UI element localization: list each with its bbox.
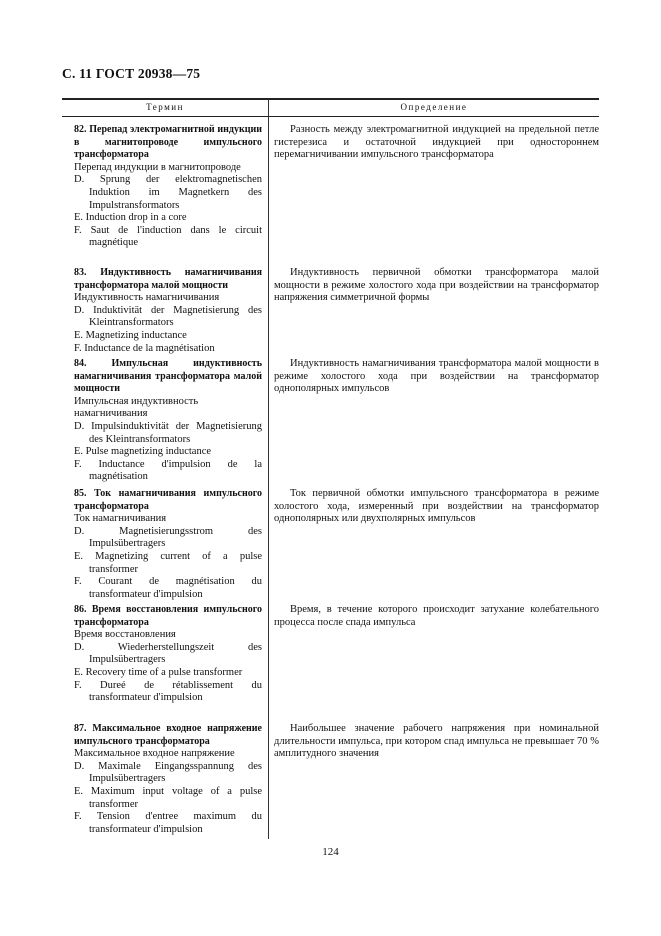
term-title: Максимальное входное напряжение импульсного трансформатора [74,723,262,747]
term-english: E. Maximum input voltage of a pulse transformer [74,785,262,810]
term-german: D. Wiederherstellungszeit des Impulsübertragers [74,641,262,666]
definition-text: Ток первичной обмотки импульсного трансформатора в режиме холостого хода, измеренный при воздействии на трансформатор однополярных или двухполярных импульсов [274,488,599,525]
definition-text: Наибольшее значение рабочего напряжения при номинальной длительности импульса, при котором спад импульса не превышает 70 % амплитудного значения [274,723,599,760]
term-entry [74,723,262,836]
term-title: Индуктивность намагничивания трансформатора малой мощности [74,267,263,291]
column-header-definition: Определение [400,102,468,112]
table-top-rule [62,98,599,100]
term-number: 82. [74,124,87,135]
term-number: 85. [74,488,87,499]
term-number: 86. [74,604,87,615]
term-french: F. Inductance d'impulsion de la magnétisation [74,458,262,483]
term-german: D. Maximale Eingangsspannung des Impulsübertragers [74,760,262,785]
definition-text: Индуктивность первичной обмотки трансформатора малой мощности в режиме холостого хода при воздействии на трансформатор напряжения симметричной формы [274,267,599,304]
table-column-divider [268,117,269,839]
term-short: Индуктивность намагничивания [74,292,220,304]
term-entry [74,604,262,705]
definition-text: Время, в течение которого происходит затухание колебательного процесса после спада импульса [274,604,599,628]
term-french: F. Tension d'entree maximum du transformateur d'impulsion [74,811,262,835]
term-number: 83. [74,267,87,278]
page-number: 124 [322,846,339,858]
term-french: F. Saut de l'induction dans le circuit magnétique [74,224,262,249]
term-short: Максимальное входное напряжение [74,748,235,760]
term-title: Импульсная индуктивность намагничивания трансформатора малой мощности [74,358,262,395]
definition-text: Индуктивность намагничивания трансформатора малой мощности в режиме холостого хода при воздействии на трансформатор однополярных импульсов [274,358,599,395]
term-number: 87. [74,723,87,734]
term-french: F. Courant de magnétisation du transformateur d'impulsion [74,576,262,600]
term-entry [74,124,262,250]
term-english: E. Magnetizing inductance [74,329,187,341]
page-header: С. 11 ГОСТ 20938—75 [62,66,201,81]
term-german: D. Impulsinduktivität der Magnetisierung des Kleintransformators [74,420,262,445]
term-short: Импульсная индуктивность намагничивания [74,395,199,420]
term-french: F. Inductance de la magnétisation [74,342,215,354]
term-short: Перепад индукции в магнитопроводе [74,161,241,173]
term-english: E. Recovery time of a pulse transformer [74,666,243,678]
term-english: E. Pulse magnetizing inductance [74,446,212,458]
term-entry [74,267,262,355]
term-number: 84. [74,358,87,369]
term-german: D. Induktivität der Magnetisierung des Kleintransformators [74,304,262,329]
term-title: Перепад электромагнитной индукции в магнитопроводе импульсного трансформатора [74,124,263,161]
term-english: E. Magnetizing current of a pulse transformer [74,550,262,575]
term-entry [74,358,262,484]
term-german: D. Magnetisierungsstrom des Impulsübertragers [74,525,262,550]
term-title: Ток намагничивания импульсного трансформатора [74,488,262,512]
column-header-term: Термин [146,102,184,112]
term-english: E. Induction drop in a core [74,212,187,224]
term-entry [74,488,262,601]
term-french: F. Dureé de rétablissement du transformateur d'impulsion [74,679,262,704]
term-short: Время восстановления [74,629,176,641]
term-short: Ток намагничивания [74,513,167,525]
definition-text: Разность между электромагнитной индукцией на предельной петле гистерезиса и остаточной индукцией при одностороннем перемагничивании импульсного трансформатора [274,124,599,161]
table-header-rule [62,116,599,117]
term-title: Время восстановления импульсного трансформатора [74,604,262,628]
term-german: D. Sprung der elektromagnetischen Induktion im Magnetkern des Impulstransformators [74,174,262,211]
